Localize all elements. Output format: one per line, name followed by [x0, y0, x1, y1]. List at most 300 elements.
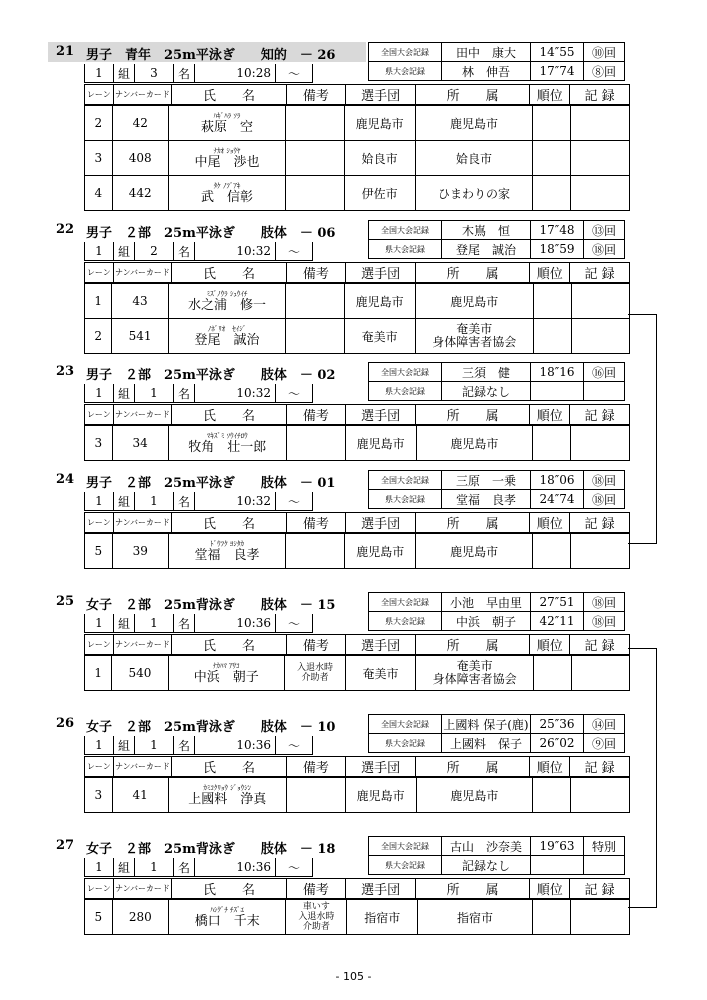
entry-team: 鹿児島市: [344, 284, 415, 319]
group-count: 3: [135, 64, 174, 83]
entries-table: [84, 899, 630, 935]
entry-row: [85, 141, 630, 176]
entry-furigana: ﾊｼｸﾞﾁ ﾁｽﾞｴ: [210, 905, 245, 914]
pref-record-row: [369, 62, 625, 81]
entry-furigana: ｶﾐｺｸﾘｮｳ ｼﾞｮｳｼﾝ: [203, 783, 252, 792]
col-number-card: ナンバーカード: [113, 879, 172, 900]
event-26: [56, 714, 630, 807]
entry-furigana: ﾏｷｽﾞﾐ ｿｳｲﾁﾛｳ: [206, 431, 248, 440]
event-title: 男子 青年 25m平泳ぎ 知的 － 26: [86, 48, 336, 63]
entry-team: 鹿児島市: [345, 534, 416, 569]
event-title: 男子 ２部 25m平泳ぎ 肢体 － 02: [86, 368, 336, 383]
event-title-bar: [56, 362, 366, 382]
event-title: 男子 ２部 25m平泳ぎ 肢体 － 06: [86, 226, 336, 241]
event-title: 女子 ２部 25m背泳ぎ 肢体 － 18: [86, 842, 336, 857]
entries-table: [84, 105, 630, 211]
group-info-table: [84, 242, 313, 261]
pref-record-holder: 登尾 誠治: [442, 240, 531, 259]
start-tilde: ～: [276, 492, 313, 511]
event-number: 26: [56, 716, 75, 731]
entry-name: 牧角 壮一郎: [188, 439, 267, 455]
national-record-round: ⑱回: [584, 471, 625, 490]
entry-furigana: ﾅｶﾊﾏ ｱｻｺ: [212, 661, 240, 670]
start-tilde: ～: [276, 64, 313, 83]
col-rank: 順位: [530, 635, 570, 656]
national-record-holder: 古山 沙奈美: [442, 837, 531, 856]
national-record-label: 全国大会記録: [369, 593, 442, 612]
pref-record-label: 県大会記録: [369, 382, 442, 401]
col-rank: 順位: [530, 263, 570, 284]
entry-affiliation-2: 身体障害者協会: [432, 672, 517, 686]
entry-name: 中浜 朝子: [193, 669, 259, 685]
group-number: 1: [85, 736, 114, 755]
entry-team: 鹿児島市: [345, 426, 416, 461]
pref-record-round: [584, 856, 625, 875]
event-23: [56, 362, 630, 455]
group-kumi-label: 組: [114, 64, 135, 83]
col-result: 記 録: [570, 263, 630, 284]
national-record-label: 全国大会記録: [369, 471, 442, 490]
event-title: 女子 ２部 25m背泳ぎ 肢体 － 10: [86, 720, 336, 735]
national-record-row: [369, 837, 625, 856]
pref-record-holder: 記録なし: [442, 382, 531, 401]
national-record-round: 特別: [584, 837, 625, 856]
group-info-table: [84, 384, 313, 403]
col-team: 選手団: [346, 635, 416, 656]
entry-furigana: ﾐｽﾞﾉｳﾗ ｼｭｳｲﾁ: [206, 289, 248, 298]
group-info-table: [84, 64, 313, 83]
national-record-round: ⑬回: [584, 221, 625, 240]
entry-number: 442: [112, 176, 168, 211]
entry-lane: 2: [85, 319, 112, 354]
entry-name-cell: [168, 284, 286, 319]
national-record-holder: 上國料 保子(鹿): [442, 715, 531, 734]
col-rank: 順位: [530, 757, 570, 778]
group-count: 1: [135, 492, 174, 511]
entry-team: 奄美市: [346, 656, 416, 691]
pref-record-row: [369, 490, 625, 509]
col-affiliation: 所 属: [415, 513, 529, 534]
entry-affiliation: 鹿児島市: [450, 544, 499, 559]
entry-name: 堂福 良孝: [194, 547, 260, 563]
entry-team: 姶良市: [344, 141, 415, 176]
national-record-label: 全国大会記録: [369, 715, 442, 734]
col-note: 備考: [286, 405, 346, 426]
col-number-card: ナンバーカード: [113, 405, 172, 426]
group-number: 1: [85, 858, 114, 877]
group-kumi-label: 組: [114, 858, 135, 877]
national-record-row: [369, 43, 625, 62]
entry-note-cell: [285, 656, 346, 691]
entry-name: 萩原 空: [200, 119, 253, 135]
national-record-round: ⑩回: [584, 43, 625, 62]
entry-name-cell: [169, 900, 286, 935]
col-lane: レーン: [85, 513, 114, 534]
entry-rank[interactable]: [533, 106, 571, 141]
col-affiliation: 所 属: [415, 263, 529, 284]
entry-affiliation-cell: [416, 426, 532, 461]
pref-record-row: [369, 856, 625, 875]
entry-team: 伊佐市: [344, 176, 415, 211]
group-mei-label: 名: [174, 614, 195, 633]
group-count: 1: [135, 736, 174, 755]
col-affiliation: 所 属: [415, 405, 529, 426]
entry-number: 408: [112, 141, 168, 176]
entry-rank[interactable]: [534, 656, 572, 691]
entry-rank[interactable]: [533, 284, 571, 319]
col-note: 備考: [286, 263, 346, 284]
national-record-time: 18″16: [531, 363, 584, 382]
pref-record-time: 17″74: [531, 62, 584, 81]
entry-affiliation-cell: [417, 900, 532, 935]
entry-result[interactable]: [571, 534, 630, 569]
entries-table: [84, 283, 630, 354]
group-kumi-label: 組: [114, 614, 135, 633]
entry-number: 540: [112, 656, 168, 691]
col-result: 記 録: [570, 757, 630, 778]
start-tilde: ～: [276, 384, 313, 403]
entries-table: [84, 655, 630, 691]
entry-lane: 5: [85, 534, 113, 569]
event-number: 21: [56, 44, 75, 59]
entry-row: [85, 284, 630, 319]
entry-number: 39: [112, 534, 168, 569]
start-time: 10:36: [195, 736, 276, 755]
bracket-25-27: [628, 648, 657, 908]
col-rank: 順位: [530, 513, 570, 534]
pref-record-round: [584, 382, 625, 401]
entry-result[interactable]: [571, 106, 630, 141]
column-header: [84, 262, 630, 284]
entry-affiliation: 奄美市: [456, 322, 493, 336]
national-record-row: [369, 715, 625, 734]
page-number: - 105 -: [335, 970, 372, 983]
entry-affiliation: ひまわりの家: [438, 186, 511, 201]
col-number-card: ナンバーカード: [113, 757, 172, 778]
national-record-round: ⑯回: [584, 363, 625, 382]
entry-affiliation-2: 身体障害者協会: [432, 335, 517, 349]
record-table: [368, 42, 625, 81]
record-table: [368, 470, 625, 509]
start-time: 10:36: [195, 614, 276, 633]
pref-record-holder: 記録なし: [442, 856, 531, 875]
event-number: 23: [56, 364, 75, 379]
start-tilde: ～: [276, 242, 313, 261]
entry-furigana: ﾀｹ ﾉﾌﾞｱｷ: [213, 181, 241, 190]
national-record-time: 27″51: [531, 593, 584, 612]
record-table: [368, 836, 625, 875]
pref-record-round: ⑧回: [584, 62, 625, 81]
col-result: 記 録: [570, 405, 630, 426]
entry-name: 登尾 誠治: [194, 332, 260, 348]
entry-rank[interactable]: [532, 426, 570, 461]
col-team: 選手団: [346, 263, 416, 284]
pref-record-round: ⑨回: [584, 734, 625, 753]
entry-note-top: 車いす: [302, 902, 330, 912]
entry-team: 鹿児島市: [344, 106, 415, 141]
entry-affiliation-cell: [416, 534, 532, 569]
national-record-label: 全国大会記録: [369, 221, 442, 240]
entry-lane: 3: [85, 778, 113, 813]
col-name: 氏 名: [172, 85, 286, 106]
entry-note-2: 介助者: [301, 673, 329, 683]
record-table: [368, 220, 625, 259]
pref-record-time: 24″74: [531, 490, 584, 509]
pref-record-time: 26″02: [531, 734, 584, 753]
national-record-row: [369, 593, 625, 612]
national-record-label: 全国大会記録: [369, 43, 442, 62]
entries-table: [84, 533, 630, 569]
col-lane: レーン: [85, 635, 114, 656]
col-name: 氏 名: [172, 263, 286, 284]
pref-record-label: 県大会記録: [369, 490, 442, 509]
pref-record-round: ⑱回: [584, 240, 625, 259]
entry-row: [85, 656, 630, 691]
group-number: 1: [85, 64, 114, 83]
pref-record-time: [531, 856, 584, 875]
entry-note-cell: [286, 900, 347, 935]
record-table: [368, 714, 625, 753]
group-number: 1: [85, 492, 114, 511]
pref-record-label: 県大会記録: [369, 612, 442, 631]
event-27: [56, 836, 630, 932]
group-kumi-label: 組: [114, 492, 135, 511]
col-result: 記 録: [570, 879, 630, 900]
start-time: 10:32: [195, 384, 276, 403]
entry-number: 41: [112, 778, 168, 813]
pref-record-time: 18″59: [531, 240, 584, 259]
col-note: 備考: [286, 85, 346, 106]
entry-number: 42: [112, 106, 168, 141]
group-kumi-label: 組: [114, 242, 135, 261]
entry-affiliation-cell: [415, 319, 533, 354]
entry-result[interactable]: [571, 426, 630, 461]
column-header: [84, 404, 630, 426]
column-header: [84, 512, 630, 534]
col-result: 記 録: [570, 513, 630, 534]
entry-note-cell: [286, 176, 345, 211]
pref-record-label: 県大会記録: [369, 240, 442, 259]
event-title-bar: [56, 836, 366, 856]
record-table: [368, 592, 625, 631]
col-name: 氏 名: [172, 757, 286, 778]
entry-team: 鹿児島市: [345, 778, 416, 813]
national-record-row: [369, 221, 625, 240]
entry-row: [85, 319, 630, 354]
entry-affiliation: 指宿市: [457, 910, 494, 925]
pref-record-holder: 上國料 保子: [442, 734, 531, 753]
entry-affiliation-cell: [416, 656, 534, 691]
entry-result[interactable]: [571, 284, 629, 319]
entry-furigana: ﾊｷﾞﾊﾗ ｿﾗ: [213, 111, 241, 120]
event-24: [56, 470, 630, 563]
national-record-row: [369, 363, 625, 382]
entry-note-cell: [286, 284, 344, 319]
entry-affiliation-cell: [415, 284, 533, 319]
national-record-time: 14″55: [531, 43, 584, 62]
entry-row: [85, 534, 630, 569]
entry-lane: 2: [85, 106, 113, 141]
col-result: 記 録: [570, 635, 630, 656]
pref-record-row: [369, 734, 625, 753]
entry-lane: 4: [85, 176, 113, 211]
col-name: 氏 名: [172, 513, 286, 534]
entry-name-cell: [168, 534, 285, 569]
entry-rank[interactable]: [533, 176, 571, 211]
entry-furigana: ﾅｶｵ ｼｮｳﾔ: [213, 146, 241, 155]
entry-note-cell: [286, 426, 345, 461]
entry-note-cell: [286, 319, 344, 354]
group-info-table: [84, 614, 313, 633]
entry-note-cell: [286, 778, 345, 813]
pref-record-round: ⑱回: [584, 612, 625, 631]
entry-name-cell: [168, 106, 285, 141]
event-21: [56, 42, 630, 205]
entry-name: 水之浦 修一: [188, 297, 267, 313]
pref-record-label: 県大会記録: [369, 734, 442, 753]
entry-affiliation: 鹿児島市: [450, 294, 499, 309]
entry-note: 入退水時: [298, 912, 335, 922]
pref-record-row: [369, 240, 625, 259]
col-lane: レーン: [85, 757, 114, 778]
col-number-card: ナンバーカード: [113, 513, 172, 534]
entry-row: [85, 426, 630, 461]
national-record-time: 18″06: [531, 471, 584, 490]
event-number: 24: [56, 472, 75, 487]
entry-affiliation: 奄美市: [456, 659, 493, 673]
entry-number: 541: [112, 319, 168, 354]
pref-record-round: ⑱回: [584, 490, 625, 509]
entry-number: 34: [112, 426, 168, 461]
entry-name-cell: [168, 319, 286, 354]
group-number: 1: [85, 242, 114, 261]
event-title: 女子 ２部 25m背泳ぎ 肢体 － 15: [86, 598, 336, 613]
entry-result[interactable]: [571, 656, 629, 691]
entry-number: 43: [112, 284, 168, 319]
entry-note-cell: [286, 106, 345, 141]
group-count: 1: [135, 384, 174, 403]
national-record-label: 全国大会記録: [369, 363, 442, 382]
col-team: 選手団: [346, 85, 416, 106]
entry-result[interactable]: [571, 319, 629, 354]
col-team: 選手団: [346, 879, 416, 900]
start-time: 10:32: [195, 242, 276, 261]
col-affiliation: 所 属: [415, 879, 529, 900]
pref-record-time: 42″11: [531, 612, 584, 631]
entry-name-cell: [168, 778, 286, 813]
group-count: 1: [135, 614, 174, 633]
entry-rank[interactable]: [533, 900, 571, 935]
entry-row: [85, 778, 630, 813]
entry-lane: 1: [85, 656, 112, 691]
entry-rank[interactable]: [533, 141, 571, 176]
entry-affiliation-cell: [415, 106, 533, 141]
entry-row: [85, 900, 630, 935]
pref-record-label: 県大会記録: [369, 856, 442, 875]
entry-furigana: ﾄﾞｳﾌｸ ﾖｼﾀｶ: [210, 539, 244, 548]
event-number: 25: [56, 594, 75, 609]
col-team: 選手団: [346, 405, 416, 426]
col-affiliation: 所 属: [415, 85, 529, 106]
entry-name: 武 信彰: [200, 189, 253, 205]
column-header: [84, 878, 630, 900]
column-header: [84, 634, 630, 656]
start-time: 10:36: [195, 858, 276, 877]
entry-row: [85, 106, 630, 141]
national-record-holder: 三原 一乗: [442, 471, 531, 490]
event-22: [56, 220, 630, 349]
entry-affiliation: 鹿児島市: [450, 788, 499, 803]
entry-affiliation-cell: [415, 141, 533, 176]
event-title-bar: [48, 42, 366, 62]
start-tilde: ～: [276, 736, 313, 755]
bracket-22-24: [628, 314, 657, 544]
entry-team: 奄美市: [344, 319, 415, 354]
national-record-row: [369, 471, 625, 490]
entry-result[interactable]: [571, 176, 630, 211]
col-lane: レーン: [85, 879, 114, 900]
col-note: 備考: [286, 635, 346, 656]
national-record-holder: 三須 健: [442, 363, 531, 382]
group-info-table: [84, 858, 313, 877]
record-table: [368, 362, 625, 401]
start-time: 10:32: [195, 492, 276, 511]
col-lane: レーン: [85, 263, 114, 284]
entry-name: 中尾 渉也: [194, 154, 260, 170]
group-mei-label: 名: [174, 384, 195, 403]
entry-affiliation: 鹿児島市: [450, 116, 499, 131]
event-title: 男子 ２部 25m平泳ぎ 肢体 － 01: [86, 476, 336, 491]
col-affiliation: 所 属: [415, 635, 529, 656]
col-result: 記 録: [570, 85, 630, 106]
national-record-holder: 小池 早由里: [442, 593, 531, 612]
event-title-bar: [56, 714, 366, 734]
event-title-bar: [56, 592, 366, 612]
group-info-table: [84, 736, 313, 755]
entry-result[interactable]: [571, 778, 630, 813]
entry-name-cell: [168, 656, 285, 691]
entry-affiliation-cell: [415, 176, 533, 211]
entry-rank[interactable]: [533, 319, 571, 354]
column-header: [84, 756, 630, 778]
event-25: [56, 592, 630, 686]
entry-rank[interactable]: [532, 778, 570, 813]
group-mei-label: 名: [174, 242, 195, 261]
entry-name: 橋口 千末: [194, 913, 260, 929]
entry-rank[interactable]: [532, 534, 570, 569]
entry-affiliation: 姶良市: [456, 151, 493, 166]
entry-team: 指宿市: [347, 900, 417, 935]
col-lane: レーン: [85, 405, 114, 426]
national-record-holder: 田中 康大: [442, 43, 531, 62]
col-number-card: ナンバーカード: [113, 263, 172, 284]
entry-furigana: ﾉﾎﾞﾘｵ ｾｲｼﾞ: [207, 324, 247, 333]
entry-result[interactable]: [571, 141, 630, 176]
col-team: 選手団: [346, 757, 416, 778]
entry-result[interactable]: [571, 900, 630, 935]
pref-record-holder: 堂福 良孝: [442, 490, 531, 509]
col-name: 氏 名: [172, 635, 286, 656]
national-record-holder: 木嶌 恒: [442, 221, 531, 240]
event-title-bar: [56, 220, 366, 240]
national-record-label: 全国大会記録: [369, 837, 442, 856]
col-note: 備考: [286, 513, 346, 534]
pref-record-label: 県大会記録: [369, 62, 442, 81]
col-team: 選手団: [346, 513, 416, 534]
entry-note-cell: [286, 534, 345, 569]
start-time: 10:28: [195, 64, 276, 83]
entry-note-cell: [286, 141, 345, 176]
